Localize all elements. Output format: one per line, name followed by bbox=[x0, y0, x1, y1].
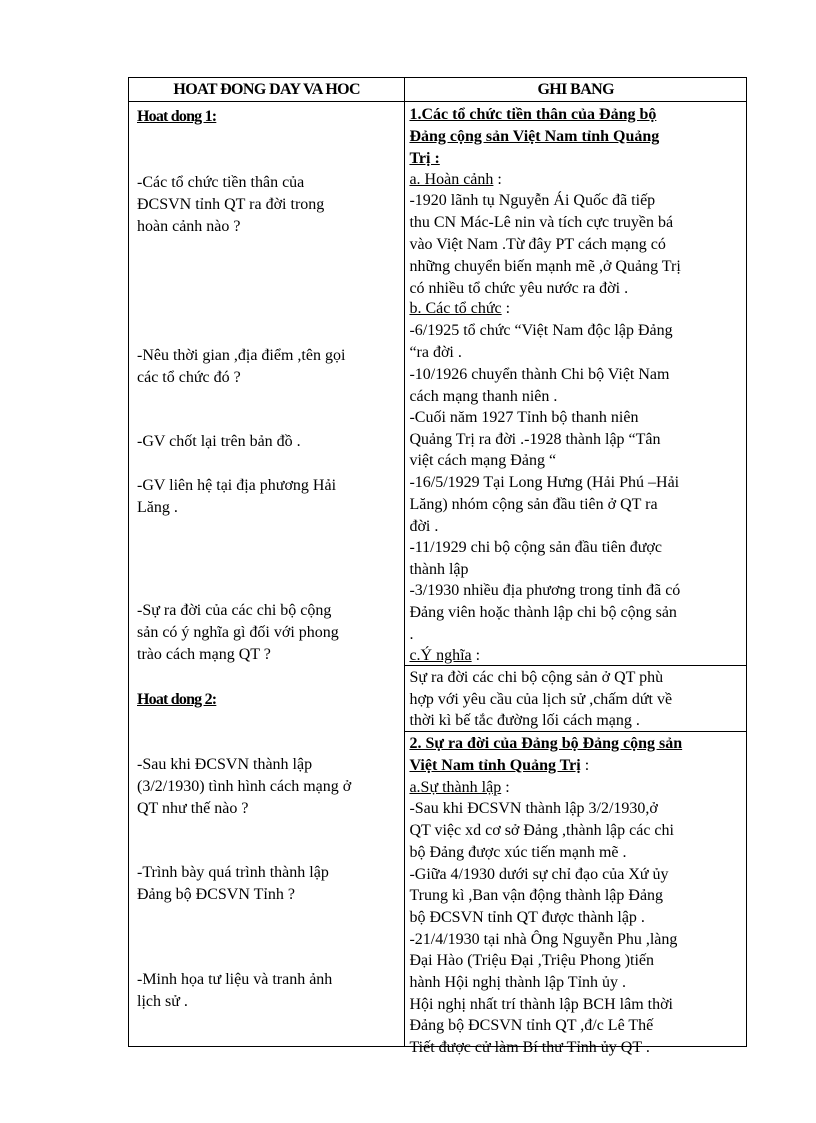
section-2-title-line-1: 2. Sự ra đời của Đảng bộ Đảng cộng sản bbox=[409, 735, 683, 752]
significance-line-1: Sự ra đời các chi bộ cộng sản ở QT phù bbox=[409, 669, 664, 686]
section-1-title-line-1: 1.Các tổ chức tiền thân của Đảng bộ bbox=[409, 106, 657, 123]
founding-line-4: -Giữa 4/1930 dưới sự chỉ đạo của Xứ ủy bbox=[409, 866, 669, 883]
question-8-line-1: -Minh họa tư liệu và tranh ảnh bbox=[137, 971, 333, 988]
context-line-1: -1920 lãnh tụ Nguyễn Ái Quốc đã tiếp bbox=[409, 192, 656, 209]
context-line-2: thu CN Mác-Lê nin và tích cực truyền bá bbox=[409, 214, 674, 231]
founding-line-7: -21/4/1930 tại nhà Ông Nguyễn Phu ,làng bbox=[409, 931, 678, 948]
context-line-5: có nhiều tổ chức yêu nước ra đời . bbox=[409, 280, 629, 297]
founding-line-2: QT việc xd cơ sở Đảng ,thành lập các chi bbox=[409, 822, 674, 839]
organization-line-13: -3/1930 nhiều địa phương trong tỉnh đã có bbox=[409, 582, 681, 599]
question-1-line-2: ĐCSVN tỉnh QT ra đời trong bbox=[137, 196, 325, 213]
subsection-b-heading bbox=[409, 298, 510, 320]
organization-line-14: Đảng viên hoặc thành lập chi bộ cộng sản bbox=[409, 604, 677, 621]
section-2-divider bbox=[405, 731, 746, 732]
organization-line-1: -6/1925 tổ chức “Việt Nam độc lập Đảng bbox=[409, 322, 673, 339]
organization-line-12: thành lập bbox=[409, 561, 469, 578]
question-6-line-2: (3/2/1930) tình hình cách mạng ở bbox=[137, 778, 352, 795]
founding-line-10: Hội nghị nhất trí thành lập BCH lâm thời bbox=[409, 996, 673, 1013]
organization-line-6: Quảng Trị ra đời .-1928 thành lập “Tân bbox=[409, 431, 661, 448]
significance-line-2: hợp với yêu cầu của lịch sử ,chấm dứt về bbox=[409, 691, 673, 708]
section-1-title-line-3: Trị : bbox=[409, 150, 440, 167]
section-2-colon: : bbox=[580, 757, 590, 774]
context-line-3: vào Việt Nam .Từ đây PT cách mạng có bbox=[409, 236, 666, 253]
founding-line-1: -Sau khi ĐCSVN thành lập 3/2/1930,ở bbox=[409, 800, 658, 817]
organization-line-2: “ra đời . bbox=[409, 344, 462, 361]
header-row bbox=[129, 78, 747, 102]
question-4-line-2: Lăng . bbox=[137, 499, 178, 516]
organization-line-7: việt cách mạng Đảng “ bbox=[409, 452, 557, 469]
subsection-2a-colon: : bbox=[501, 779, 510, 796]
founding-line-5: Trung kì ,Ban vận động thành lập Đảng bbox=[409, 887, 664, 904]
organization-line-3: -10/1926 chuyển thành Chi bộ Việt Nam bbox=[409, 366, 670, 383]
subsection-c-colon: : bbox=[471, 647, 481, 664]
question-8-line-2: lịch sử . bbox=[137, 993, 188, 1010]
significance-line-3: thời kì bế tắc đường lối cách mạng . bbox=[409, 712, 640, 729]
significance-divider bbox=[405, 665, 746, 666]
question-3: -GV chốt lại trên bản đồ . bbox=[137, 433, 301, 450]
question-6-line-1: -Sau khi ĐCSVN thành lập bbox=[137, 756, 313, 773]
header-board-notes: GHI BANG bbox=[405, 78, 747, 102]
founding-line-11: Đảng bộ ĐCSVN tỉnh QT ,đ/c Lê Thế bbox=[409, 1017, 654, 1034]
question-7-line-1: -Trình bày quá trình thành lập bbox=[137, 864, 329, 881]
subsection-2a-heading bbox=[409, 777, 509, 799]
context-line-4: những chuyển biến mạnh mẽ ,ở Quảng Trị bbox=[409, 258, 681, 275]
subsection-a-label: a. Hoàn cảnh bbox=[409, 171, 494, 188]
lesson-table bbox=[128, 77, 747, 1056]
organization-line-4: cách mạng thanh niên . bbox=[409, 388, 558, 405]
subsection-c-heading bbox=[409, 645, 480, 667]
section-2-title-line-2-wrap bbox=[409, 755, 589, 777]
organization-line-11: -11/1929 chi bộ cộng sản đầu tiên được bbox=[409, 539, 662, 556]
subsection-a-colon: : bbox=[493, 171, 502, 188]
subsection-b-label: b. Các tổ chức bbox=[409, 300, 502, 317]
subsection-2a-label: a.Sự thành lập bbox=[409, 779, 502, 796]
organization-line-15: . bbox=[409, 626, 414, 643]
question-2-line-2: các tổ chức đó ? bbox=[137, 369, 241, 386]
founding-line-9: hành Hội nghị thành lập Tỉnh ủy . bbox=[409, 974, 627, 991]
founding-line-6: bộ ĐCSVN tỉnh QT được thành lập . bbox=[409, 909, 645, 926]
content-row bbox=[129, 102, 747, 1047]
founding-line-3: bộ Đảng được xúc tiến mạnh mẽ . bbox=[409, 844, 627, 861]
question-5-line-2: sản có ý nghĩa gì đối với phong bbox=[137, 624, 339, 641]
question-1-line-1: -Các tổ chức tiền thân của bbox=[137, 174, 305, 191]
question-2-line-1: -Nêu thời gian ,địa điểm ,tên gọi bbox=[137, 347, 346, 364]
question-7-line-2: Đảng bộ ĐCSVN Tỉnh ? bbox=[137, 886, 295, 903]
activity-1-title: Hoat dong 1: bbox=[137, 108, 217, 125]
section-2-title-line-2: Việt Nam tỉnh Quảng Trị bbox=[409, 757, 581, 774]
organization-line-9: Lăng) nhóm cộng sản đầu tiên ở QT ra bbox=[409, 496, 658, 513]
activities-cell bbox=[129, 102, 405, 1047]
organization-line-10: đời . bbox=[409, 518, 439, 535]
section-1-title-line-2: Đảng cộng sản Việt Nam tỉnh Quảng bbox=[409, 128, 660, 145]
subsection-b-colon: : bbox=[501, 300, 511, 317]
board-notes-cell bbox=[405, 102, 747, 1056]
founding-line-8: Đại Hào (Triệu Đại ,Triệu Phong )tiến bbox=[409, 952, 655, 969]
question-6-line-3: QT như thế nào ? bbox=[137, 800, 249, 817]
question-5-line-3: trào cách mạng QT ? bbox=[137, 646, 271, 663]
header-activities: HOAT ĐONG DAY VA HOC bbox=[129, 78, 405, 102]
activity-2-title: Hoat dong 2: bbox=[137, 691, 217, 708]
subsection-c-label: c.Ý nghĩa bbox=[409, 647, 472, 664]
subsection-a-heading bbox=[409, 169, 501, 191]
founding-line-12: Tiết được cử làm Bí thư Tỉnh ủy QT . bbox=[409, 1039, 650, 1056]
organization-line-5: -Cuối năm 1927 Tỉnh bộ thanh niên bbox=[409, 409, 639, 426]
question-1-line-3: hoàn cảnh nào ? bbox=[137, 218, 241, 235]
organization-line-8: -16/5/1929 Tại Long Hưng (Hải Phú –Hải bbox=[409, 474, 680, 491]
question-4-line-1: -GV liên hệ tại địa phương Hải bbox=[137, 477, 337, 494]
question-5-line-1: -Sự ra đời của các chi bộ cộng bbox=[137, 602, 332, 619]
